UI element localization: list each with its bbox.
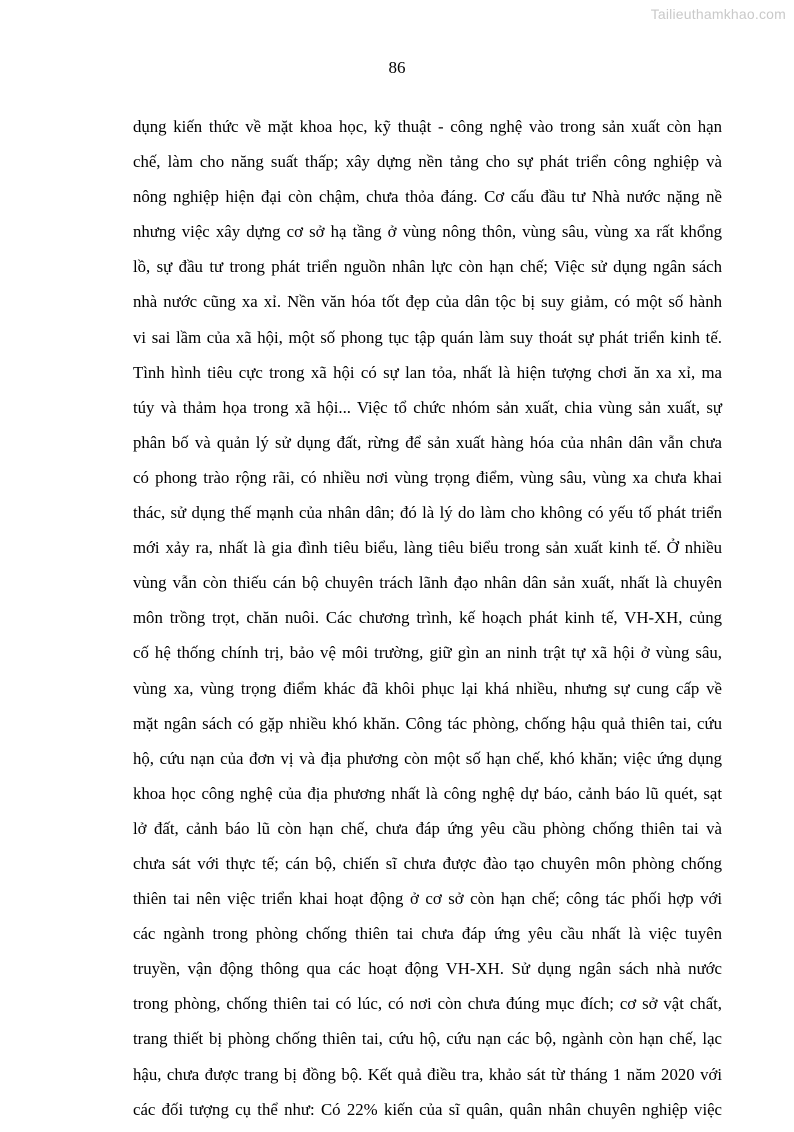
paragraph-line: hậu, chưa được trang bị đồng bộ. Kết quả điều tra, khảo sát từ tháng 1 năm 2020 với bbox=[133, 1064, 722, 1084]
paragraph-line: vi sai lầm của xã hội, một số phong tục tập quán làm suy thoát sự phát triển kinh tế. bbox=[133, 327, 722, 347]
paragraph-line: nhưng việc xây dựng cơ sở hạ tầng ở vùng nông thôn, vùng sâu, vùng xa rất khổng bbox=[133, 222, 722, 242]
paragraph-line: chế, làm cho năng suất thấp; xây dựng nền tảng cho sự phát triển công nghiệp và bbox=[133, 152, 722, 172]
paragraph-line: có phong trào rộng rãi, có nhiều nơi vùng trọng điểm, vùng sâu, vùng xa chưa khai bbox=[133, 467, 722, 487]
paragraph-line: trong phòng, chống thiên tai có lúc, có nơi còn chưa đúng mục đích; cơ sở vật chất, bbox=[133, 994, 722, 1014]
page-number: 86 bbox=[388, 58, 406, 77]
paragraph-line: thác, sử dụng thế mạnh của nhân dân; đó là lý do làm cho không có yếu tố phát triển bbox=[133, 503, 722, 523]
paragraph-line: truyền, vận động thông qua các hoạt động VH-XH. Sử dụng ngân sách nhà nước bbox=[133, 959, 722, 979]
paragraph-line: môn trồng trọt, chăn nuôi. Các chương trình, kế hoạch phát kinh tế, VH-XH, củng bbox=[133, 608, 722, 628]
paragraph-line: lở đất, cảnh báo lũ còn hạn chế, chưa đáp ứng yêu cầu phòng chống thiên tai và bbox=[133, 818, 722, 838]
body-paragraph bbox=[133, 114, 722, 1132]
paragraph-line: Tình hình tiêu cực trong xã hội có sự lan tỏa, nhất là hiện tượng chơi ăn xa xỉ, ma bbox=[133, 362, 722, 382]
paragraph-line: cố hệ thống chính trị, bảo vệ môi trường, giữ gìn an ninh trật tự xã hội ở vùng sâu, bbox=[133, 643, 722, 663]
paragraph-line: mặt ngân sách có gặp nhiều khó khăn. Công tác phòng, chống hậu quả thiên tai, cứu bbox=[133, 713, 722, 733]
paragraph-line: chưa sát với thực tế; cán bộ, chiến sĩ chưa được đào tạo chuyên môn phòng chống bbox=[133, 853, 722, 873]
paragraph-line: vùng xa, vùng trọng điểm khác đã khôi phục lại khá nhiều, nhưng sự cung cấp về bbox=[133, 678, 722, 698]
paragraph-line: dụng kiến thức về mặt khoa học, kỹ thuật - công nghệ vào trong sản xuất còn hạn bbox=[133, 117, 722, 136]
watermark-text: Tailieuthamkhao.com bbox=[650, 6, 786, 22]
paragraph-line: mới xảy ra, nhất là gia đình tiêu biểu, làng tiêu biểu trong sản xuất kinh tế. Ở nhiều bbox=[133, 538, 722, 558]
paragraph-line: vùng vẫn còn thiếu cán bộ chuyên trách lãnh đạo nhân dân sản xuất, nhất là chuyên bbox=[133, 573, 722, 593]
paragraph-line: hộ, cứu nạn của đơn vị và địa phương còn một số hạn chế, khó khăn; việc ứng dụng bbox=[133, 748, 722, 768]
paragraph-line: lồ, sự đầu tư trong phát triển nguồn nhân lực còn hạn chế; Việc sử dụng ngân sách bbox=[133, 257, 722, 277]
paragraph-line: nông nghiệp hiện đại còn chậm, chưa thỏa đáng. Cơ cấu đầu tư Nhà nước nặng nề bbox=[133, 187, 722, 207]
paragraph-line: các đối tượng cụ thể như: Có 22% kiến của sĩ quân, quân nhân chuyên nghiệp việc bbox=[133, 1099, 722, 1119]
paragraph-line: túy và thảm họa trong xã hội... Việc tổ chức nhóm sản xuất, chia vùng sản xuất, sự bbox=[133, 397, 722, 417]
paragraph-line: phân bố và quản lý sử dụng đất, rừng để sản xuất hàng hóa của nhân dân vẫn chưa bbox=[133, 432, 722, 452]
paragraph-line: khoa học công nghệ của địa phương nhất là công nghệ dự báo, cảnh báo lũ quét, sạt bbox=[133, 783, 722, 803]
paragraph-line: nhà nước cũng xa xỉ. Nền văn hóa tốt đẹp của dân tộc bị suy giảm, có một số hành bbox=[133, 292, 722, 312]
paragraph-line: thiên tai nên việc triển khai hoạt động ở cơ sở còn hạn chế; công tác phối hợp với bbox=[133, 889, 722, 909]
paragraph-line: trang thiết bị phòng chống thiên tai, cứu hộ, cứu nạn các bộ, ngành còn hạn chế, lạc bbox=[133, 1029, 722, 1049]
paragraph-line: các ngành trong phòng chống thiên tai chưa đáp ứng yêu cầu nhất là việc tuyên bbox=[133, 924, 722, 944]
